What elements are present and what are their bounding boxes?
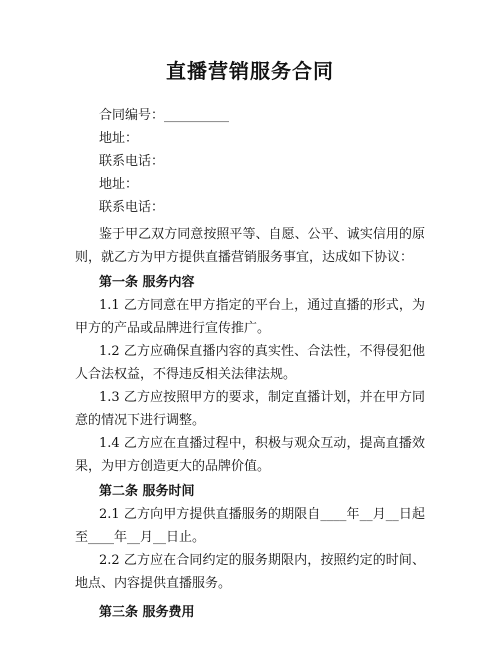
field-phone-b [75, 196, 425, 219]
field-address-b [75, 173, 425, 196]
field-label: 地址： [99, 131, 139, 146]
document-title: 直播营销服务合同 [166, 59, 334, 83]
field-contract-number [75, 104, 425, 127]
field-phone-a [75, 150, 425, 173]
field-label: 地址： [99, 177, 139, 192]
field-label: 联系电话： [99, 200, 165, 215]
section-heading-2: 第二条 服务时间 [99, 484, 195, 499]
clause-2-1: 2.1 乙方向甲方提供直播服务的期限自____年__月__日起至____年__月__日止。 [75, 507, 425, 545]
field-address-a [75, 127, 425, 150]
field-value: __________ [164, 108, 230, 123]
field-label: 联系电话： [99, 154, 165, 169]
section-heading-3: 第三条 服务费用 [99, 605, 195, 620]
clause-1-1: 1.1 乙方同意在甲方指定的平台上，通过直播的形式，为甲方的产品或品牌进行宣传推广。 [75, 298, 425, 336]
clause-1-4: 1.4 乙方应在直播过程中，积极与观众互动，提高直播效果，为甲方创造更大的品牌价值。 [75, 436, 425, 474]
section-heading-1: 第一条 服务内容 [99, 275, 195, 290]
field-label: 合同编号： [99, 108, 165, 123]
clause-1-3: 1.3 乙方应按照甲方的要求，制定直播计划，并在甲方同意的情况下进行调整。 [75, 390, 425, 428]
preamble-paragraph: 鉴于甲乙双方同意按照平等、自愿、公平、诚实信用的原则，就乙方为甲方提供直播营销服务事宜，达成如下协议： [75, 227, 425, 265]
clause-2-2: 2.2 乙方应在合同约定的服务期限内，按照约定的时间、地点、内容提供直播服务。 [75, 553, 425, 591]
clause-1-2: 1.2 乙方应确保直播内容的真实性、合法性，不得侵犯他人合法权益，不得违反相关法律法规。 [75, 344, 425, 382]
